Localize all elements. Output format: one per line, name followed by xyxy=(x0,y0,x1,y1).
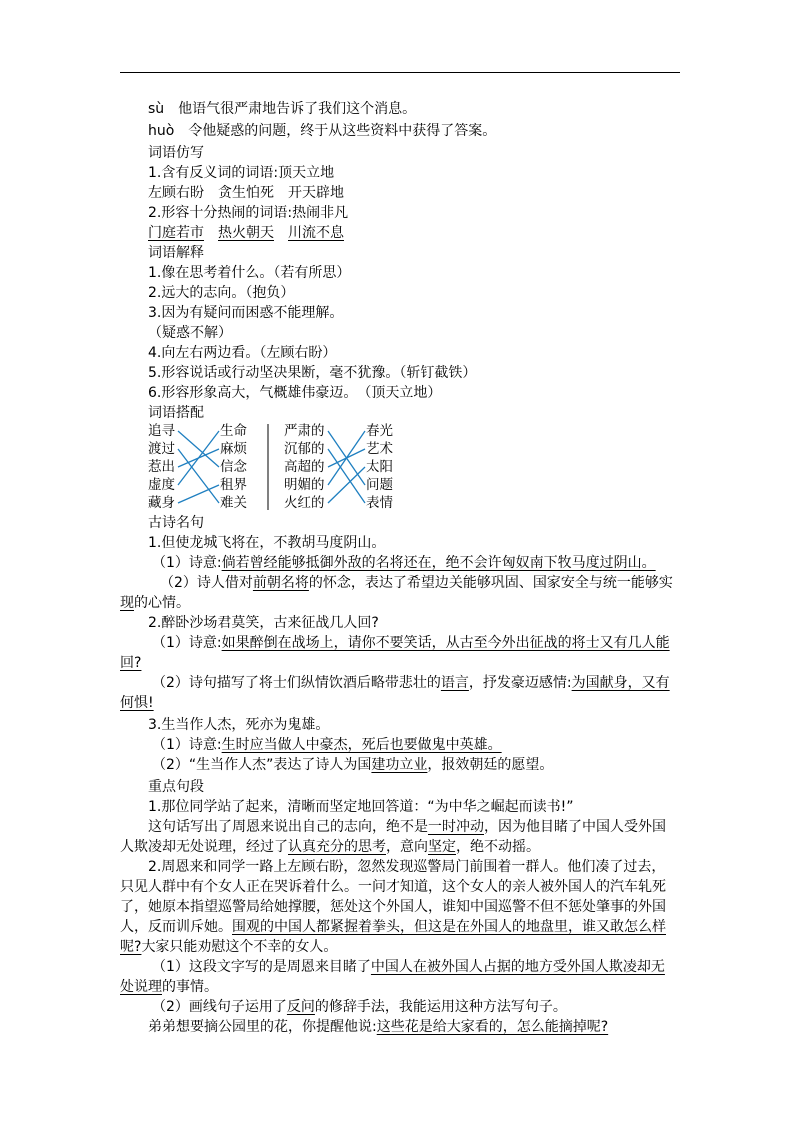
text: ，绝不动摇。 xyxy=(456,839,540,855)
header-rule xyxy=(120,72,680,73)
underlined-text: 呢? xyxy=(120,939,142,955)
text: 他语气很严肃地告诉了我们这个消息。 xyxy=(178,101,417,117)
match-word: 明媚的 xyxy=(284,477,325,493)
text-line: 词语仿写 xyxy=(148,145,204,161)
match-word: 表情 xyxy=(366,495,393,511)
match-word: 租界 xyxy=(220,477,247,493)
text-line xyxy=(152,958,665,976)
text-line: 1.但使龙城飞将在，不教胡马度阴山。 xyxy=(148,535,386,551)
underlined-text: 处说理 xyxy=(120,979,162,995)
text: （2）画线句子运用了 xyxy=(152,999,287,1015)
underlined-text: 建功立业 xyxy=(371,757,428,773)
match-word: 渡过 xyxy=(148,441,175,457)
text-line xyxy=(120,694,154,712)
text: 这句话写出了周恩来说出自己的志向，绝不是 xyxy=(148,819,428,835)
text: （1）诗意: xyxy=(152,635,222,651)
underlined-text: 一时冲动 xyxy=(428,819,484,835)
word-matching-exercise xyxy=(148,422,408,512)
underlined-text: 这些花是给大家看的，怎么能摘掉呢? xyxy=(376,1019,609,1035)
underlined-text: 倘若曾经能够抵御外敌的名将还在，绝不会许匈奴南下牧马度过阴山。 xyxy=(221,555,656,571)
underlined-text: 如果醉倒在战场上，请你不要笑话，从古至今外出征战的将士又有几人能 xyxy=(221,635,670,651)
text: 的修辞手法，我能运用这种方法写句子。 xyxy=(314,999,567,1015)
text-line xyxy=(148,224,344,242)
text-line xyxy=(152,674,670,692)
text-line xyxy=(148,818,666,836)
underlined-text: 川流不息 xyxy=(288,225,344,241)
text-line: 2.周恩来和同学一路上左顾右盼，忽然发现巡警局门前围着一群人。他们凑了过去， xyxy=(148,859,666,875)
text-line: 1.那位同学站了起来，清晰而坚定地回答道：“为中华之崛起而读书!” xyxy=(148,799,574,815)
text: （1）诗意: xyxy=(152,737,222,753)
match-word: 严肃的 xyxy=(284,423,325,439)
text-line xyxy=(160,574,673,592)
text-line: 3.生当作人杰，死亦为鬼雄。 xyxy=(148,717,330,733)
pinyin: huò xyxy=(148,123,175,139)
text-line: （疑惑不解） xyxy=(148,325,232,341)
text-line: 词语解释 xyxy=(148,245,204,261)
underlined-text: 门庭若市 xyxy=(148,225,204,241)
underlined-text: 坚定 xyxy=(428,839,456,855)
text-line xyxy=(152,634,670,652)
text-line xyxy=(148,100,416,118)
underlined-text: 为国献身，又有 xyxy=(571,675,670,691)
text: 的怀念，表达了希望边关能够巩固、国家安全与统一能够实 xyxy=(308,575,673,591)
text: 的心情。 xyxy=(134,595,190,611)
text-line: 6.形容形象高大，气概雄伟豪迈。 （顶天立地） xyxy=(148,385,442,401)
match-word: 艺术 xyxy=(366,441,393,457)
text-line: 5.形容说话或行动坚决果断，毫不犹豫。（斩钉截铁） xyxy=(148,365,477,381)
text: 的事情。 xyxy=(162,979,218,995)
text: ，意向 xyxy=(386,839,428,855)
underlined-text: 前朝名将 xyxy=(252,575,309,591)
underlined-text: 回? xyxy=(120,655,142,671)
underlined-text: 中国人在被外国人占据的地方受外国人欺凌却无 xyxy=(370,959,665,975)
underlined-text: 语言 xyxy=(440,675,469,691)
underlined-text: 何惧! xyxy=(120,695,154,711)
match-word: 难关 xyxy=(220,495,247,511)
match-line xyxy=(328,467,365,503)
text-line: 2.醉卧沙场君莫笑，古来征战几人回? xyxy=(148,615,379,631)
text-line: 1.像在思考着什么。（若有所思） xyxy=(148,265,351,281)
text-line xyxy=(148,184,344,202)
text: 左顾右盼 xyxy=(148,185,204,201)
match-word: 生命 xyxy=(220,423,247,439)
text-line: 2.远大的志向。（抱负） xyxy=(148,285,295,301)
text: 贪生怕死 xyxy=(218,185,274,201)
text-line xyxy=(152,554,656,572)
match-word: 太阳 xyxy=(366,459,393,475)
text-line: 1.含有反义词的词语:顶天立地 xyxy=(148,165,335,181)
match-word: 惹出 xyxy=(148,459,175,475)
text-line xyxy=(120,938,337,956)
match-word: 沉郁的 xyxy=(284,441,325,457)
text-line xyxy=(148,1018,608,1036)
text: （2）诗人借对 xyxy=(160,575,253,591)
text-line xyxy=(120,594,190,612)
text-line: 2.形容十分热闹的词语:热闹非凡 xyxy=(148,205,349,221)
match-word: 藏身 xyxy=(148,495,175,511)
text-line xyxy=(120,654,141,672)
text: （2）“生当作人杰”表达了诗人为国 xyxy=(152,757,372,773)
match-word: 信念 xyxy=(220,459,247,475)
match-word: 高超的 xyxy=(284,459,325,475)
text-line xyxy=(120,978,218,996)
match-line xyxy=(178,431,219,467)
text: （1）诗意: xyxy=(152,555,222,571)
pinyin: sù xyxy=(148,101,165,117)
text: 人，反而训斥她。 xyxy=(120,919,232,935)
underlined-text: 反问 xyxy=(286,999,315,1015)
match-word: 火红的 xyxy=(284,495,325,511)
text-line xyxy=(152,756,553,774)
text: ，抒发豪迈感情: xyxy=(468,675,572,691)
text: 大家只能劝慰这个不幸的女人。 xyxy=(141,939,338,955)
text: 人欺凌却无处说理，经过了 xyxy=(120,839,288,855)
text-line: 了，她原本指望巡警局给她撑腰，惩处这个外国人，谁知中国巡警不但不惩处肇事的外国 xyxy=(120,899,666,915)
match-word: 春光 xyxy=(366,423,393,439)
text: ，因为他目睹了中国人受外国 xyxy=(484,819,666,835)
text: （2）诗句描写了将士们纵情饮酒后略带悲壮的 xyxy=(152,675,441,691)
text-line: 只见人群中有个女人正在哭诉着什么。一问才知道，这个女人的亲人被外国人的汽车轧死 xyxy=(120,879,666,895)
match-word: 问题 xyxy=(366,477,393,493)
text-line xyxy=(120,918,666,936)
underlined-text: 现 xyxy=(120,595,134,611)
underlined-text: 热火朝天 xyxy=(218,225,274,241)
text: 弟弟想要摘公园里的花，你提醒他说: xyxy=(148,1019,377,1035)
text-line xyxy=(152,736,502,754)
underlined-text: 围观的中国人都紧握着拳头，但这是在外国人的地盘里，谁又敢怎么样 xyxy=(232,919,666,935)
text: 令他疑惑的问题，终于从这些资料中获得了答案。 xyxy=(188,123,497,139)
underlined-text: 生时应当做人中豪杰，死后也要做鬼中英雄。 xyxy=(221,737,502,753)
text: 开天辟地 xyxy=(288,185,344,201)
text-line xyxy=(148,122,496,140)
text: ，报效朝廷的愿望。 xyxy=(427,757,554,773)
text-line: 重点句段 xyxy=(148,779,204,795)
text: （1）这段文字写的是周恩来目睹了 xyxy=(152,959,371,975)
text-line: 古诗名句 xyxy=(148,515,204,531)
text-line: 3.因为有疑问而困惑不能理解。 xyxy=(148,305,344,321)
underlined-text: 认真充分的思考 xyxy=(288,839,386,855)
text-line xyxy=(152,998,567,1016)
match-word: 虚度 xyxy=(148,477,175,493)
text-line xyxy=(120,838,540,856)
text-line: 4.向左右两边看。（左顾右盼） xyxy=(148,345,337,361)
match-word: 麻烦 xyxy=(220,441,247,457)
match-word: 追寻 xyxy=(148,423,175,439)
text-line: 词语搭配 xyxy=(148,405,204,421)
